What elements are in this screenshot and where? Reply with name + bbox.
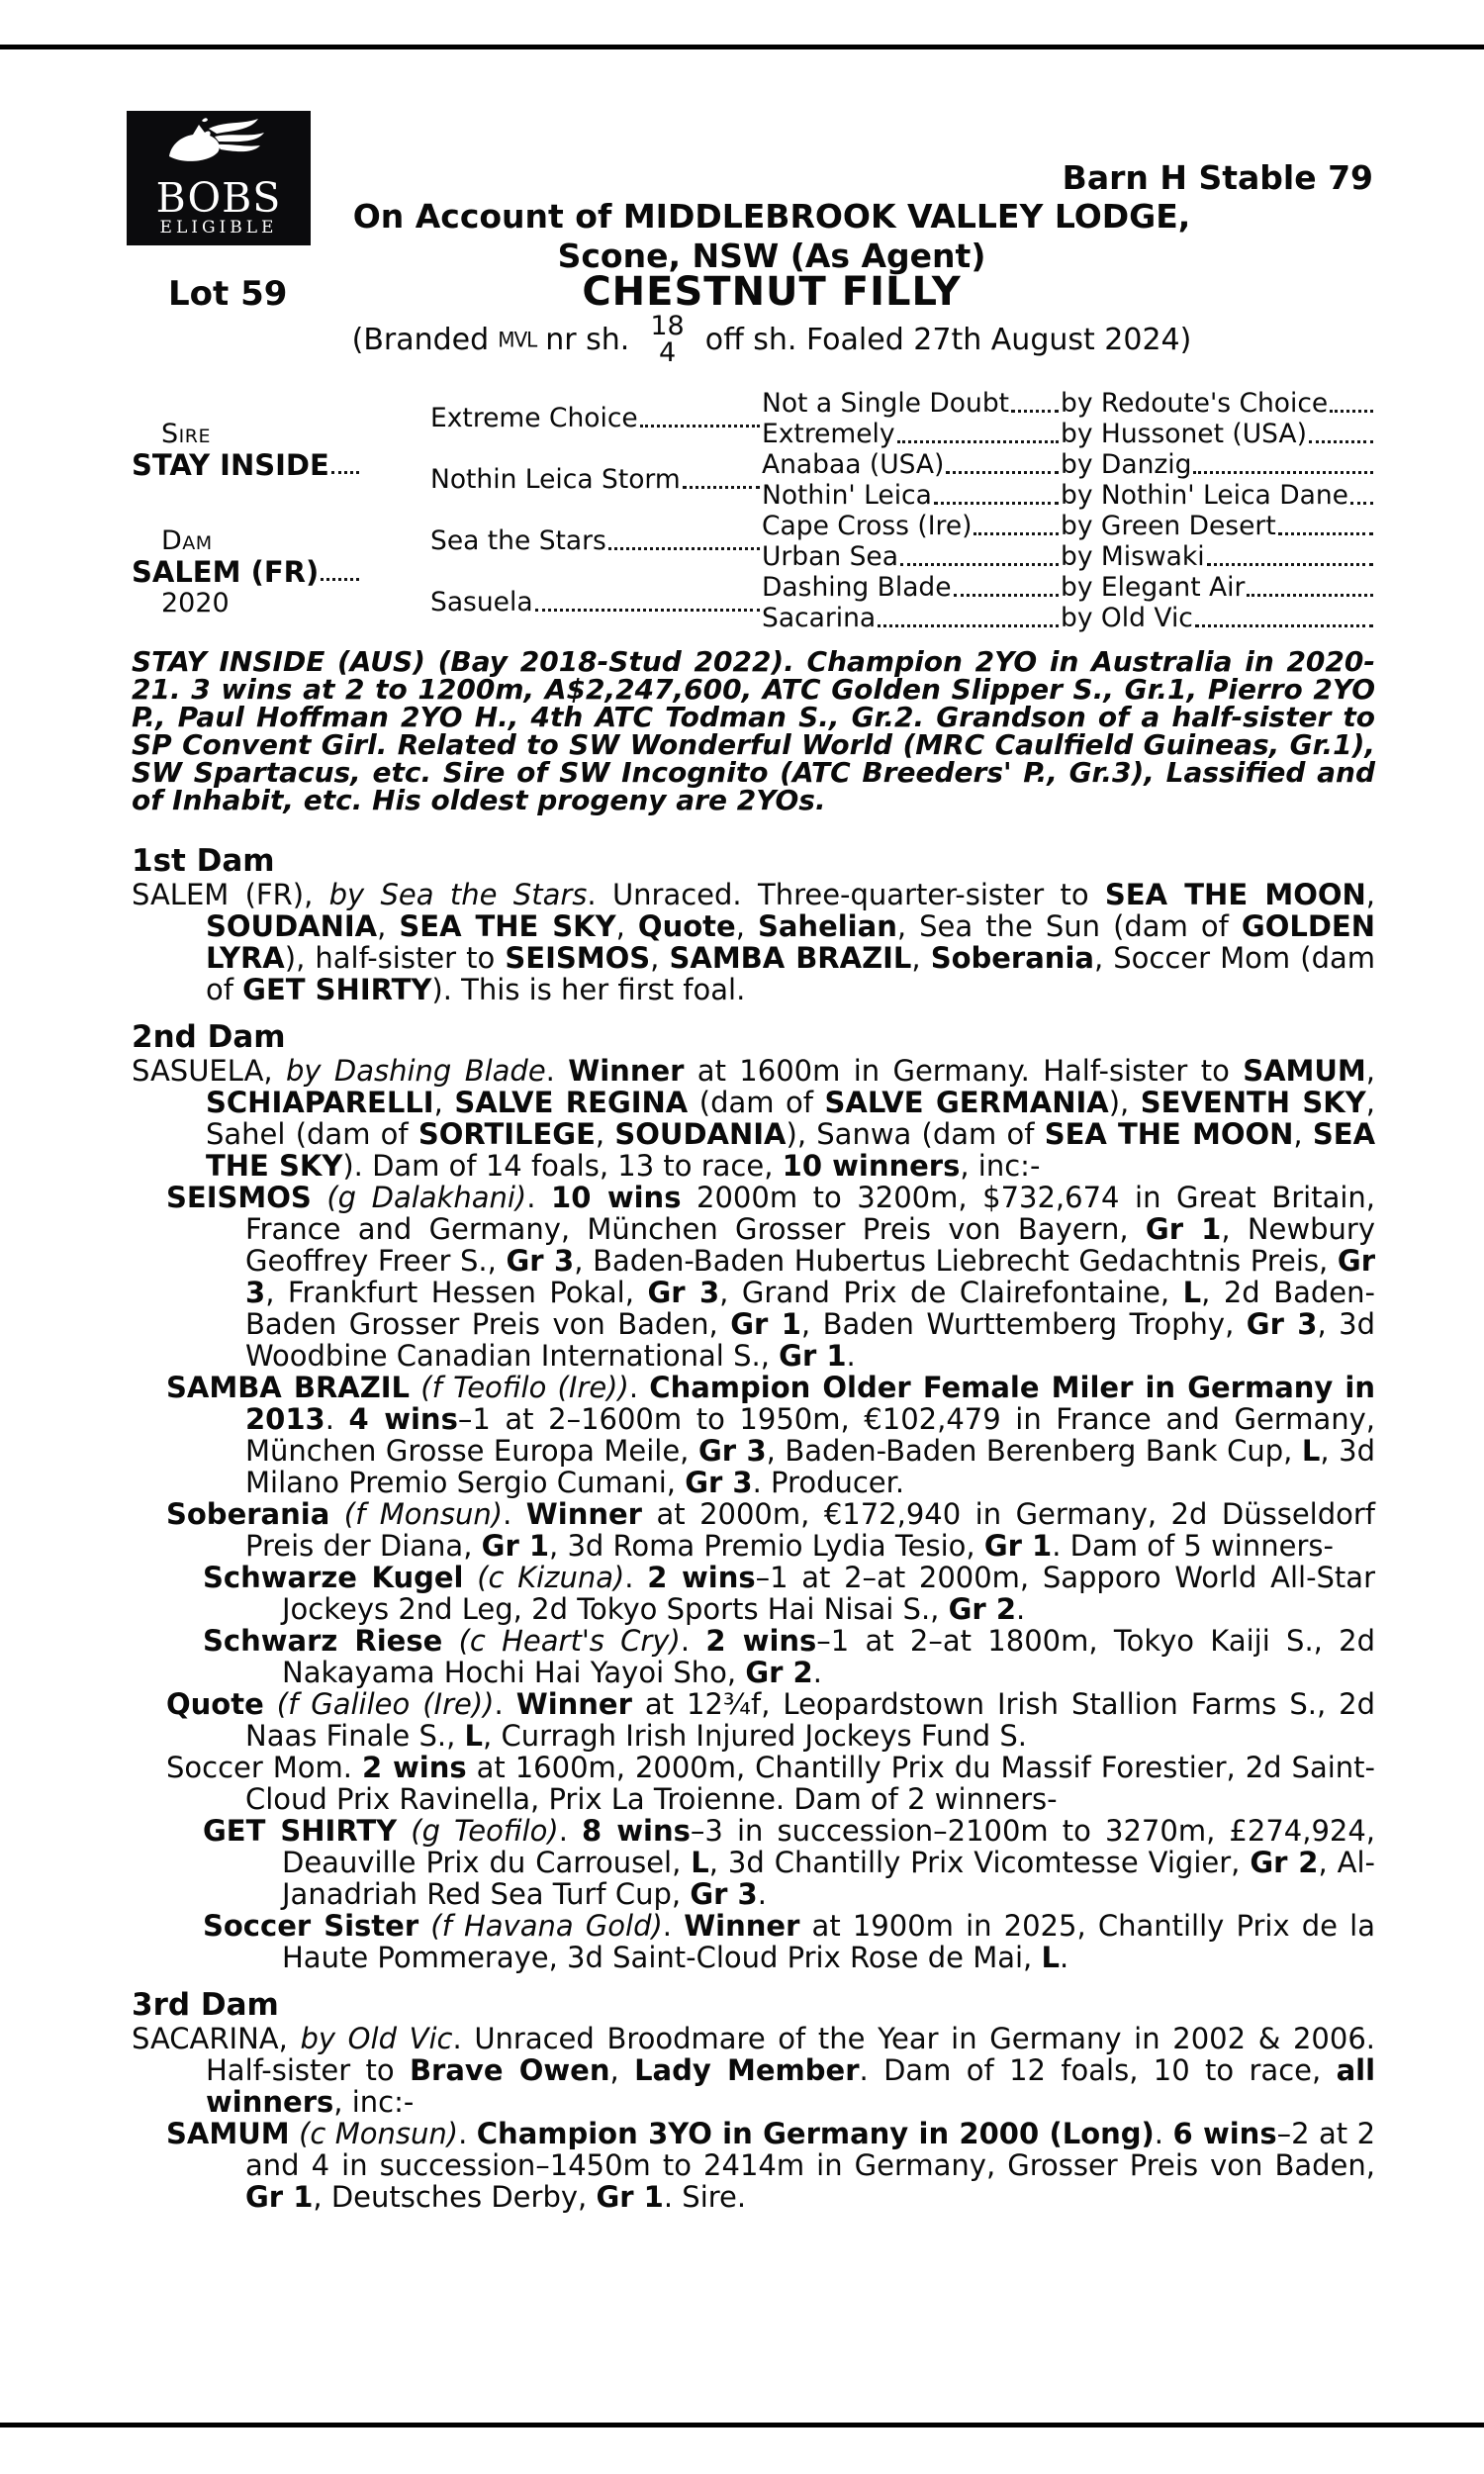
brand-number [650, 313, 684, 366]
text-run: Winner [515, 1687, 632, 1721]
text-run: , [1365, 1054, 1376, 1088]
ancestor-sire [1061, 512, 1375, 541]
text-run: Gr 3 [1246, 1307, 1318, 1341]
text-run: 2 wins [705, 1624, 817, 1658]
text-run: Gr 1 [730, 1307, 801, 1341]
ancestor-name: Sea the Stars [430, 525, 606, 556]
text-run: . Producer. [752, 1466, 905, 1499]
text-run: Gr 1 [596, 2180, 664, 2214]
text-run: –1 at 2–at 1800m, Tokyo Kaiji S., 2d Nakayama Hochi Hai Yayoi Sho, [282, 1624, 1376, 1689]
ancestor-sire-name: by Redoute's Choice [1061, 388, 1329, 419]
dot-leader [1350, 500, 1373, 505]
text-run: Soccer Sister [203, 1909, 419, 1943]
schwarz-riese-paragraph [132, 1625, 1375, 1688]
text-run: , [377, 909, 400, 943]
pedigree-gen2-item [430, 388, 762, 449]
dot-leader [878, 622, 1059, 627]
text-run [329, 1497, 343, 1531]
text-run: , inc:- [960, 1149, 1041, 1183]
text-run: , [595, 1117, 615, 1151]
dam-year: 2020 [161, 588, 230, 618]
section-heading: 3rd Dam [132, 1987, 279, 2023]
text-run: . [325, 1402, 349, 1436]
ancestor-name: Sacarina [762, 603, 877, 633]
text-run: 2 wins [361, 1751, 467, 1784]
text-run: all winners [206, 2053, 1376, 2119]
dot-leader [974, 530, 1059, 535]
sire-name-row [132, 450, 361, 480]
text-run [418, 1909, 430, 1943]
text-run: Lady Member [634, 2053, 860, 2087]
text-run: , 3d Woodbine Canadian International S., [245, 1307, 1375, 1373]
text-run: (f Teofilo (Ire)) [420, 1371, 629, 1404]
text-run: Soberania [166, 1497, 330, 1531]
text-run: (c Heart's Cry) [458, 1624, 681, 1658]
text-run: Sahelian [757, 909, 897, 943]
text-run: Champion 3YO in Germany in 2000 (Long) [476, 2117, 1155, 2150]
text-run: (c Kizuna) [477, 1561, 625, 1594]
text-run: –2 at 2 and 4 in succession–1450m to 2414m in Germany, Grosser Preis von Baden, [245, 2117, 1376, 2182]
ancestor-sire [1061, 389, 1375, 419]
text-run: Gr 3 [506, 1244, 575, 1278]
text-run: , [650, 941, 670, 975]
samum-paragraph [132, 2118, 1375, 2213]
ancestor-sire-name: by Nothin' Leica Dane [1061, 480, 1348, 511]
text-run: ). This is her first foal. [431, 973, 746, 1006]
dot-leader [535, 607, 760, 612]
text-run [410, 1371, 420, 1404]
bobs-logo-title: BOBS [155, 174, 282, 222]
dam-name-row [132, 557, 361, 587]
soberania-paragraph [132, 1498, 1375, 1562]
text-run: SEISMOS [505, 941, 651, 975]
ancestor-sire-name: by Old Vic [1061, 603, 1193, 633]
text-run: Gr 1 [481, 1529, 550, 1563]
text-run: SEISMOS [166, 1181, 312, 1214]
text-run: ), [1108, 1086, 1141, 1119]
ancestor-sire [1061, 604, 1375, 633]
text-run: SCHIAPARELLI [206, 1086, 434, 1119]
pedigree-ancestor-row [762, 603, 1375, 633]
ancestor-name: Anabaa (USA) [762, 449, 945, 480]
pedigree-ancestor-row [762, 480, 1375, 511]
dot-leader [954, 592, 1059, 597]
dot-leader [897, 438, 1059, 443]
ancestor-sire [1061, 481, 1375, 511]
text-run: . [662, 1909, 685, 1943]
text-run: . [458, 2117, 477, 2150]
text-run: Gr 3 [685, 1466, 753, 1499]
ancestor-name: Dashing Blade [762, 572, 952, 603]
barn-stable-label: Barn H Stable 79 [1062, 158, 1373, 197]
text-run: 6 wins [1172, 2117, 1277, 2150]
text-run: . [628, 1371, 650, 1404]
text-run: 8 wins [582, 1814, 691, 1848]
text-run: Gr 1 [983, 1529, 1053, 1563]
text-run: , Sea the Sun (dam of [896, 909, 1242, 943]
seismos-paragraph [132, 1182, 1375, 1372]
text-run: , Grand Prix de Clairefontaine, [719, 1276, 1183, 1309]
text-run: SEA THE MOON [1044, 1117, 1294, 1151]
text-run: 4 wins [348, 1402, 458, 1436]
pedigree-gen2-item [430, 449, 762, 511]
text-run: Gr 1 [779, 1339, 847, 1373]
text-run: SALVE GERMANIA [824, 1086, 1109, 1119]
text-run: , [609, 2053, 635, 2087]
text-run: , Newbury Geoffrey Freer S., [245, 1212, 1375, 1278]
text-run: SOUDANIA [614, 1117, 787, 1151]
text-run: , inc:- [333, 2085, 415, 2119]
text-run: , Sahel (dam of [206, 1086, 1375, 1151]
dot-leader [1278, 530, 1373, 535]
dot-leader [1195, 622, 1373, 627]
text-run: , 3d Roma Premio Lydia Tesio, [549, 1529, 984, 1563]
text-run: L [1041, 1941, 1060, 1974]
dot-leader [1193, 469, 1373, 474]
text-run: GET SHIRTY [242, 973, 432, 1006]
text-run: . Dam of 12 foals, 10 to race, [859, 2053, 1337, 2087]
section-heading: 2nd Dam [132, 1019, 286, 1055]
schwarze-kugel-paragraph [132, 1562, 1375, 1625]
soccer-sister-paragraph [132, 1910, 1375, 1973]
text-run: , [911, 941, 931, 975]
dot-leader [331, 469, 359, 474]
text-run: 10 winners [782, 1149, 961, 1183]
text-run: –3 in succession–2100m to 3270m, £274,924, Deauville Prix du Carrousel, [282, 1814, 1376, 1879]
text-run: , [1293, 1117, 1313, 1151]
text-run: Soberania [930, 941, 1094, 975]
dot-leader [1011, 408, 1059, 413]
text-run: Gr 3 [697, 1434, 767, 1468]
text-run: SALVE REGINA [454, 1086, 689, 1119]
dam-label: Dam [161, 525, 213, 556]
text-run: by Dashing Blade [285, 1054, 546, 1088]
text-run: SEA THE MOON [1104, 878, 1366, 911]
ancestor-name: Sasuela [430, 587, 533, 618]
text-run: Quote [637, 909, 736, 943]
section-heading: 1st Dam [132, 843, 275, 879]
text-run: , Baden-Baden Berenberg Bank Cup, [766, 1434, 1302, 1468]
text-run: Gr 1 [1145, 1212, 1222, 1246]
sire-group [132, 388, 430, 511]
text-run: . [1059, 1941, 1069, 1974]
bottom-rule [0, 2423, 1484, 2427]
sasuela-paragraph [132, 1055, 1375, 1182]
text-run: . [757, 1877, 767, 1911]
text-run: at 1600m, 2000m, Chantilly Prix du Massif Forestier, 2d Saint-Cloud Prix Ravinella, Prix La Troienne. Dam of 2 winners- [245, 1751, 1375, 1816]
text-run: (c Monsun) [299, 2117, 459, 2150]
text-run: SAMBA BRAZIL [669, 941, 912, 975]
text-run [463, 1561, 477, 1594]
ancestor-sire-name: by Danzig [1061, 449, 1192, 480]
dot-leader [900, 561, 1059, 566]
pedigree-ancestor-row [762, 449, 1375, 480]
brand-number-top: 18 [650, 311, 685, 341]
text-run: . [1016, 1592, 1026, 1626]
text-run: , [1365, 878, 1375, 911]
ancestor-name: Extreme Choice [430, 403, 638, 433]
text-run: (f Monsun) [343, 1497, 504, 1531]
text-run: . Unraced. Three-quarter-sister to [587, 878, 1105, 911]
text-run: L [1301, 1434, 1321, 1468]
brand-number-bottom: 4 [658, 337, 677, 368]
dot-leader [934, 500, 1059, 505]
text-run: (f Galileo (Ire)) [276, 1687, 495, 1721]
text-run: . [545, 1054, 569, 1088]
text-run: L [691, 1846, 709, 1879]
sacarina-paragraph [132, 2023, 1375, 2118]
top-rule [0, 45, 1484, 49]
pedigree-ancestor-row [762, 419, 1375, 449]
text-run: Gr 2 [1250, 1846, 1319, 1879]
text-run [397, 1814, 411, 1848]
dam-group [132, 511, 430, 633]
text-run: SAMBA BRAZIL [166, 1371, 411, 1404]
branding-line [218, 313, 1326, 366]
text-run: SOUDANIA [206, 909, 378, 943]
text-run: at 12¾f, Leopardstown Irish Stallion Farms S., 2d Naas Finale S., [245, 1687, 1376, 1753]
quote-paragraph [132, 1688, 1375, 1752]
dam-name: SALEM (FR) [132, 555, 320, 589]
text-run: Brave Owen [409, 2053, 610, 2087]
dam-sections [132, 843, 1375, 2213]
text-run [312, 1181, 327, 1214]
ancestor-sire [1061, 573, 1375, 603]
dot-leader [640, 423, 760, 428]
ancestor-name: Extremely [762, 419, 895, 449]
sire-label: Sire [161, 419, 211, 449]
dot-leader [1330, 408, 1373, 413]
text-run: GOLDEN LYRA [206, 909, 1375, 975]
branded-suffix: off sh. Foaled 27th August 2024) [704, 322, 1192, 357]
text-run: , Baden-Baden Hubertus Liebrecht Gedachtnis Preis, [574, 1244, 1338, 1278]
pedigree-gen2-item [430, 572, 762, 633]
ancestor-name: Nothin' Leica [762, 480, 932, 511]
salem-paragraph [132, 879, 1375, 1005]
text-run: GET SHIRTY [203, 1814, 398, 1848]
dot-leader [1207, 561, 1373, 566]
pedigree-ancestor-row [762, 541, 1375, 572]
ancestor-sire [1061, 542, 1375, 572]
text-run: (f Havana Gold) [430, 1909, 663, 1943]
text-run: , [615, 909, 638, 943]
pedigree-table [132, 388, 1375, 633]
text-run [290, 2117, 299, 2150]
ancestor-sire-name: by Elegant Air [1061, 572, 1246, 603]
text-run: 10 wins [551, 1181, 682, 1214]
branded-prefix: (Branded [351, 322, 490, 357]
dot-leader [683, 484, 760, 489]
text-run: at 1600m in Germany. Half-sister to [684, 1054, 1244, 1088]
text-run: ), Sanwa (dam of [786, 1117, 1045, 1151]
dot-leader [608, 545, 760, 550]
dot-leader [946, 469, 1059, 474]
lot-number: Lot 59 [168, 274, 288, 314]
text-run: –1 at 2–1600m to 1950m, €102,479 in France and Germany, München Grosse Europa Meile, [245, 1402, 1375, 1468]
text-run: , 3d Chantilly Prix Vicomtesse Vigier, [708, 1846, 1251, 1879]
text-run: by Old Vic [300, 2022, 453, 2055]
horse-title: CHESTNUT FILLY [582, 269, 962, 315]
text-run: Winner [568, 1054, 685, 1088]
ancestor-name: Nothin Leica Storm [430, 464, 681, 495]
branded-mid: nr sh. [545, 322, 630, 357]
text-run: , Curragh Irish Injured Jockeys Fund S. [483, 1719, 1027, 1753]
text-run: 2 wins [647, 1561, 756, 1594]
text-run: Champion Older Female Miler in Germany in 2013 [245, 1371, 1376, 1436]
text-run: Gr 3 [647, 1276, 720, 1309]
pedigree-ancestor-row [762, 388, 1375, 419]
text-run: . [846, 1339, 856, 1373]
pedigree-gen2-item [430, 511, 762, 572]
text-run: Quote [166, 1687, 264, 1721]
text-run: at 1900m in 2025, Chantilly Prix de la Haute Pommeraye, 3d Saint-Cloud Prix Rose de Mai, [282, 1909, 1375, 1974]
text-run: . [503, 1497, 526, 1531]
ancestor-name: Cape Cross (Ire) [762, 511, 973, 541]
text-run: –1 at 2–at 2000m, Sapporo World All-Star Jockeys 2nd Leg, 2d Tokyo Sports Hai Nisai S., [282, 1561, 1375, 1626]
samba-brazil-paragraph [132, 1372, 1375, 1498]
text-run: , Frankfurt Hessen Pokal, [265, 1276, 648, 1309]
text-run: . Sire. [663, 2180, 747, 2214]
text-run: , Deutsches Derby, [313, 2180, 597, 2214]
bobs-logo-subtitle: ELIGIBLE [159, 218, 278, 238]
text-run: Schwarze Kugel [203, 1561, 464, 1594]
text-run [264, 1687, 277, 1721]
text-run: SASUELA, [132, 1054, 286, 1088]
text-run: Gr 3 [245, 1244, 1375, 1309]
text-run: Schwarz Riese [203, 1624, 443, 1658]
text-run: Winner [525, 1497, 642, 1531]
text-run: SEA THE SKY [206, 1117, 1376, 1183]
text-run: . [558, 1814, 583, 1848]
text-run: . [812, 1656, 822, 1689]
text-run: SALEM (FR), [132, 878, 329, 911]
text-run: (g Teofilo) [411, 1814, 559, 1848]
text-run: , 3d Milano Premio Sergio Cumani, [245, 1434, 1375, 1499]
dot-leader [1309, 438, 1373, 443]
text-run: (g Dalakhani) [326, 1181, 527, 1214]
pedigree-ancestor-row [762, 511, 1375, 541]
text-run: SACARINA, [132, 2022, 301, 2055]
text-run: . [624, 1561, 648, 1594]
text-run: by Sea the Stars [328, 878, 588, 911]
text-run: SEVENTH SKY [1140, 1086, 1366, 1119]
dot-leader [321, 576, 359, 581]
text-run: L [464, 1719, 484, 1753]
text-run: Gr 3 [690, 1877, 758, 1911]
soccer-mom-paragraph [132, 1752, 1375, 1815]
ancestor-sire [1061, 420, 1375, 449]
text-run: Gr 2 [948, 1592, 1017, 1626]
text-run: SEA THE SKY [399, 909, 616, 943]
horse-head-icon [156, 117, 281, 178]
ancestor-sire-name: by Hussonet (USA) [1061, 419, 1307, 449]
pedigree-ancestor-row [762, 572, 1375, 603]
text-run: Gr 1 [245, 2180, 314, 2214]
dot-leader [1247, 592, 1373, 597]
text-run: , Baden Wurttemberg Trophy, [800, 1307, 1247, 1341]
sire-name: STAY INSIDE [132, 448, 329, 482]
get-shirty-paragraph [132, 1815, 1375, 1910]
text-run: Winner [684, 1909, 800, 1943]
text-run: , Soccer Mom (dam of [206, 941, 1376, 1006]
ancestor-name: Not a Single Doubt [762, 388, 1010, 419]
text-run: ), half-sister to [284, 941, 506, 975]
text-run: . [1154, 2117, 1173, 2150]
text-run: , [735, 909, 758, 943]
text-run: . [680, 1624, 706, 1658]
vendor-location-line: Scone, NSW (As Agent) [557, 237, 986, 275]
text-run: ). Dam of 14 foals, 13 to race, [342, 1149, 783, 1183]
text-run: 2000m to 3200m, $732,674 in Great Britain, France and Germany, München Grosser Preis von Bayern, [245, 1181, 1376, 1246]
text-run: . [526, 1181, 552, 1214]
text-run: Soccer Mom. [166, 1751, 362, 1784]
text-run: SAMUM [166, 2117, 290, 2150]
ancestor-sire [1061, 450, 1375, 480]
text-run: (dam of [688, 1086, 825, 1119]
ancestor-sire-name: by Green Desert [1061, 511, 1276, 541]
ancestor-name: Urban Sea [762, 541, 898, 572]
vendor-account-line: On Account of MIDDLEBROOK VALLEY LODGE, [352, 197, 1191, 236]
text-run [442, 1624, 458, 1658]
text-run: , [433, 1086, 455, 1119]
brand-mark: MVL [498, 327, 537, 352]
text-run: at 2000m, €172,940 in Germany, 2d Düsseldorf Preis der Diana, [245, 1497, 1376, 1563]
text-run: . [494, 1687, 516, 1721]
ancestor-sire-name: by Miswaki [1061, 541, 1205, 572]
text-run: , Al-Janadriah Red Sea Turf Cup, [282, 1846, 1375, 1911]
text-run: SORTILEGE [417, 1117, 596, 1151]
text-run: L [1182, 1276, 1202, 1309]
text-run: SAMUM [1243, 1054, 1366, 1088]
text-run: . Unraced Broodmare of the Year in Germany in 2002 & 2006. Half-sister to [206, 2022, 1375, 2087]
text-run: Gr 2 [745, 1656, 813, 1689]
sire-blurb: STAY INSIDE (AUS) (Bay 2018-Stud 2022). Champion 2YO in Australia in 2020-21. 3 wins at 2 to 1200m, A$2,247,600, ATC Golden Slipper S., Gr.1, Pierro 2YO P., Paul Hoffman 2YO H., 4th ATC Todman S., Gr.2. Grandson of a half-sister to SP Convent Girl. Related to SW Wonderful World (MRC Caulfield Guineas, Gr.1), SW Spartacus, etc. Sire of SW Incognito (ATC Breeders' P., Gr.3), Lassified and of Inhabit, etc. His oldest progeny are 2YOs. [132, 645, 1375, 816]
text-run: , 2d Baden-Baden Grosser Preis von Baden, [245, 1276, 1375, 1341]
text-run: . Dam of 5 winners- [1052, 1529, 1334, 1563]
